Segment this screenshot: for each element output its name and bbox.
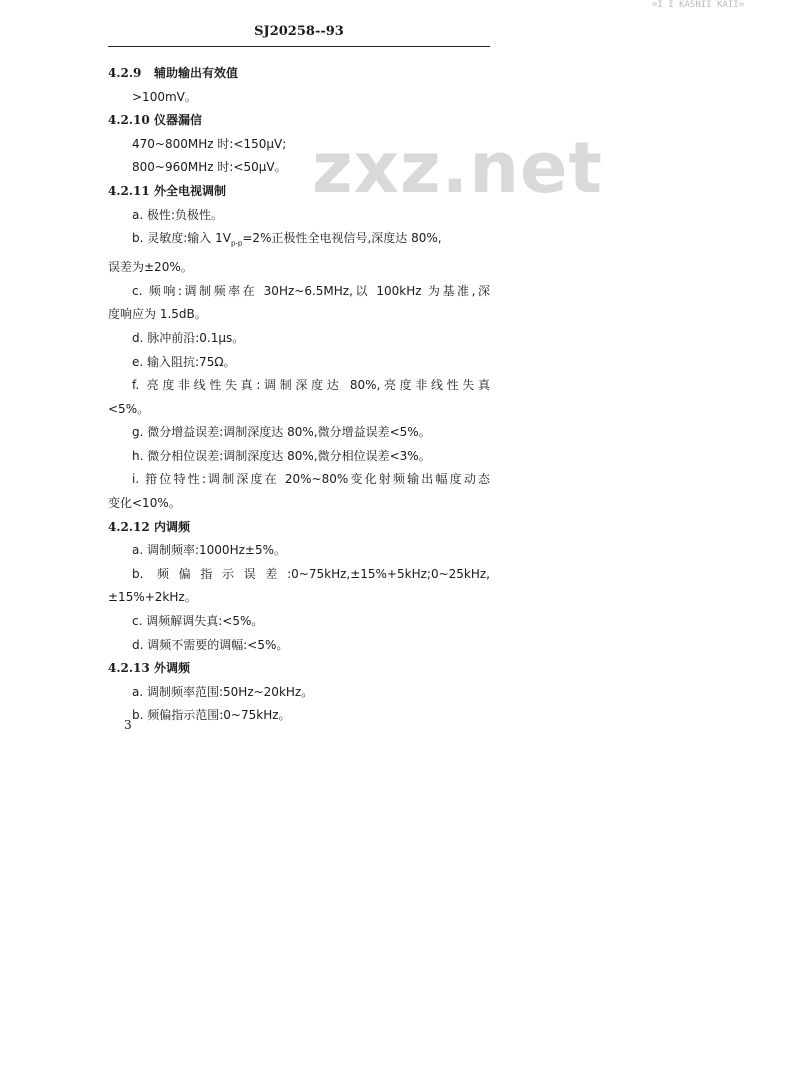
continuation-line: <5%。 <box>108 401 150 416</box>
section-title: 外全电视调制 <box>154 183 227 198</box>
document-header: SJ20258--93 <box>254 24 344 39</box>
header-rule <box>108 46 490 47</box>
list-item: d. 调频不需要的调幅:<5%。 <box>132 637 289 652</box>
sensitivity-text: b. 灵敏度:输入 1V <box>132 231 231 246</box>
document-body <box>108 62 490 728</box>
body-line: 800~960MHz 时:<50μV。 <box>132 160 287 175</box>
list-item: g. 微分增益误差:调制深度达 80%,微分增益误差<5%。 <box>132 425 431 440</box>
watermark: zxz.net <box>312 127 603 209</box>
list-item: h. 微分相位误差:调制深度达 80%,微分相位误差<3%。 <box>132 448 431 463</box>
section-heading-4-2-11 <box>108 180 490 204</box>
section-number: 4.2.12 <box>108 519 150 534</box>
page-number: 3 <box>124 718 132 732</box>
continuation-line: 误差为±20%。 <box>108 260 193 275</box>
body-line: >100mV。 <box>132 89 197 104</box>
continuation-line: 变化<10%。 <box>108 496 181 511</box>
list-item: d. 脉冲前沿:0.1μs。 <box>132 330 245 345</box>
list-item: a. 调制频率范围:50Hz~20kHz。 <box>132 684 314 699</box>
section-heading-4-2-9 <box>108 62 490 86</box>
body-line: 470~800MHz 时:<150μV; <box>132 136 287 151</box>
section-title: 仪器漏信 <box>154 113 203 128</box>
list-item: f. 亮度非线性失真:调制深度达 80%,亮度非线性失真 <box>132 378 490 393</box>
section-title: 内调频 <box>154 519 191 534</box>
list-item: c. 频响:调制频率在 30Hz~6.5MHz,以 100kHz 为基准,深 <box>132 283 490 298</box>
list-item: b. 频偏指示范围:0~75kHz。 <box>132 708 291 723</box>
section-title: 外调频 <box>154 661 191 676</box>
section-heading-4-2-12 <box>108 516 490 540</box>
list-item: a. 极性:负极性。 <box>132 207 224 222</box>
section-heading-4-2-10 <box>108 109 490 133</box>
section-number: 4.2.13 <box>108 661 150 676</box>
section-title: 辅助输出有效值 <box>154 66 239 80</box>
sensitivity-text-rest: =2%正极性全电视信号,深度达 80%, <box>242 231 442 246</box>
corner-mark: =I I KASNII KAII= <box>652 0 745 10</box>
list-item <box>108 227 490 256</box>
continuation-line: 度响应为 1.5dB。 <box>108 307 207 322</box>
list-item: i. 箝位特性:调制深度在 20%~80%变化射频输出幅度动态 <box>132 472 490 487</box>
section-heading-4-2-13 <box>108 657 490 681</box>
list-item: b. 频偏指示误差:0~75kHz,±15%+5kHz;0~25kHz, <box>132 566 490 581</box>
sensitivity-subscript: p-p <box>230 239 243 248</box>
list-item: e. 输入阻抗:75Ω。 <box>132 354 236 369</box>
section-number: 4.2.9 <box>108 66 142 80</box>
section-number: 4.2.11 <box>108 183 150 198</box>
list-item: a. 调制频率:1000Hz±5%。 <box>132 543 286 558</box>
list-item: c. 调频解调失真:<5%。 <box>132 614 264 629</box>
continuation-line: ±15%+2kHz。 <box>108 590 197 605</box>
section-number: 4.2.10 <box>108 113 150 128</box>
